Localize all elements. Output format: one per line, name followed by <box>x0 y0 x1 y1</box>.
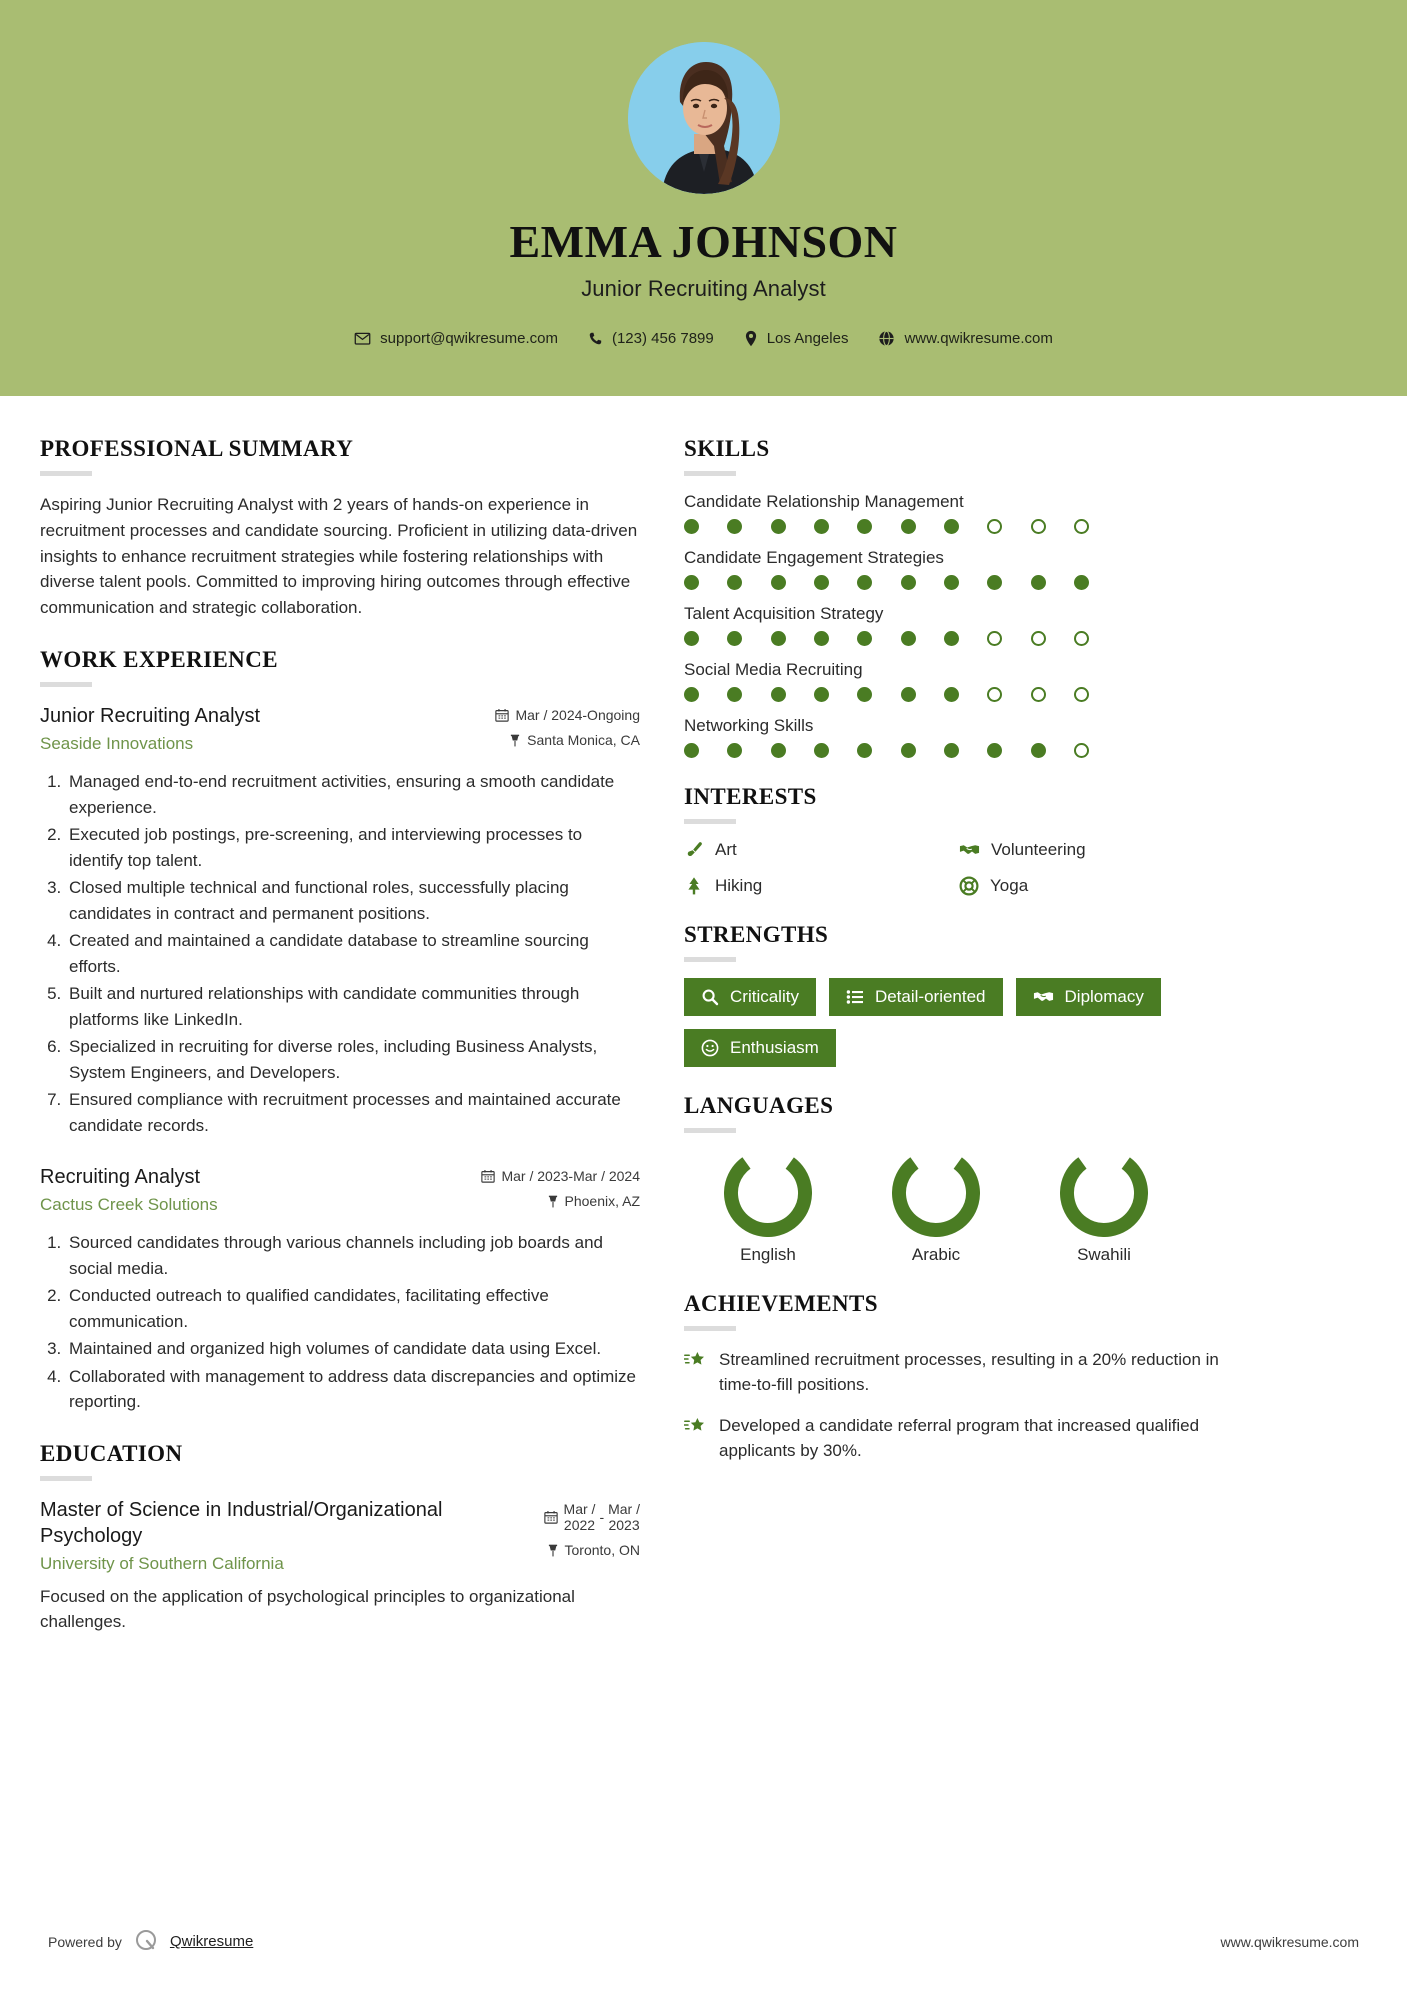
education-date-end-top: Mar / <box>608 1500 640 1517</box>
section-achievements <box>684 1291 1224 1464</box>
work-bullet: 4. Collaborated with management to address data discrepancies and optimize reporting. <box>66 1364 640 1415</box>
section-divider <box>684 957 736 962</box>
work-bullet: 7. Ensured compliance with recruitment processes and maintained accurate candidate records. <box>66 1087 640 1138</box>
skill-item <box>684 604 1224 646</box>
achievement-item <box>684 1413 1224 1463</box>
section-title-languages: LANGUAGES <box>684 1093 834 1118</box>
rating-dot-filled <box>814 743 829 758</box>
work-bullets <box>40 1230 640 1415</box>
skill-item <box>684 548 1224 590</box>
work-organization: Cactus Creek Solutions <box>40 1195 218 1215</box>
section-divider <box>684 1326 736 1331</box>
section-education <box>40 1441 640 1635</box>
rating-dot-filled <box>1074 575 1089 590</box>
work-entry <box>40 1164 640 1415</box>
rating-dot-empty <box>1074 631 1089 646</box>
resume-footer <box>0 1909 1407 1990</box>
skill-name: Talent Acquisition Strategy <box>684 604 884 623</box>
rating-dot-filled <box>857 631 872 646</box>
rating-dot-filled <box>901 575 916 590</box>
education-dates <box>564 1501 640 1533</box>
work-role: Junior Recruiting Analyst <box>40 705 261 728</box>
education-date-end-bottom: 2023 <box>608 1516 640 1533</box>
rating-dot-filled <box>727 687 742 702</box>
section-professional-summary <box>40 436 640 621</box>
languages-row <box>684 1149 1224 1265</box>
rating-dot-filled <box>814 687 829 702</box>
work-bullet: 4. Created and maintained a candidate database to streamline sourcing efforts. <box>66 928 640 979</box>
language-label: Arabic <box>911 1245 961 1264</box>
rating-dot-filled <box>857 743 872 758</box>
education-entry-left <box>40 1497 544 1574</box>
section-divider <box>684 471 736 476</box>
footer-website[interactable]: www.qwikresume.com <box>1220 1933 1359 1950</box>
section-title-work-experience: WORK EXPERIENCE <box>40 647 278 673</box>
education-description: Focused on the application of psychological principles to organizational challenges. <box>40 1586 575 1632</box>
rating-dot-filled <box>944 687 959 702</box>
magnifier-icon <box>701 988 719 1006</box>
footer-brand-link[interactable]: Qwikresume <box>169 1933 254 1950</box>
resume-body <box>0 396 1407 1909</box>
paintbrush-icon <box>684 840 704 860</box>
job-title: Junior Recruiting Analyst <box>581 276 826 302</box>
language-progress-ring <box>1060 1149 1148 1237</box>
work-bullet: 3. Closed multiple technical and functional roles, successfully placing candidates in contract and permanent positions. <box>66 875 640 926</box>
rating-dot-filled <box>771 687 786 702</box>
skill-name: Networking Skills <box>684 716 814 735</box>
section-title-education: EDUCATION <box>40 1440 183 1466</box>
section-divider <box>684 819 736 824</box>
education-location: Toronto, ON <box>564 1541 640 1558</box>
work-entry <box>40 703 640 1138</box>
interests-grid <box>684 840 1224 896</box>
skill-item <box>684 660 1224 702</box>
education-date-start-top: Mar / <box>563 1500 596 1517</box>
section-title-interests: INTERESTS <box>684 784 817 809</box>
contact-phone[interactable] <box>578 330 724 347</box>
language-item <box>852 1149 1020 1265</box>
avatar <box>628 42 780 194</box>
section-languages <box>684 1093 1224 1265</box>
section-title-strengths: STRENGTHS <box>684 922 829 947</box>
handshake-icon <box>959 841 980 859</box>
rating-dot-filled <box>944 631 959 646</box>
rating-dot-filled <box>727 575 742 590</box>
rating-dot-empty <box>1031 519 1046 534</box>
achievement-item <box>684 1347 1224 1397</box>
shooting-star-icon <box>684 1413 706 1436</box>
pin-icon <box>509 733 521 747</box>
work-entry-meta <box>481 1164 640 1218</box>
interest-label: Hiking <box>715 876 763 895</box>
education-entry-head <box>40 1497 640 1574</box>
education-degree: Master of Science in Industrial/Organizational Psychology <box>40 1498 443 1547</box>
education-date-end <box>608 1501 640 1533</box>
section-title-professional-summary: PROFESSIONAL SUMMARY <box>40 436 354 461</box>
section-title-achievements: ACHIEVEMENTS <box>684 1291 878 1316</box>
globe-icon <box>878 330 895 347</box>
strength-label: Criticality <box>730 987 799 1006</box>
education-date-separator: - <box>599 1508 605 1525</box>
achievement-text: Developed a candidate referral program that increased qualified applicants by 30%. <box>719 1416 1200 1461</box>
work-bullet: 2. Conducted outreach to qualified candidates, facilitating effective communication. <box>66 1283 640 1334</box>
strength-chip <box>684 1029 836 1067</box>
work-entry-left <box>40 703 495 754</box>
section-interests <box>684 784 1224 896</box>
work-dates-line <box>495 707 640 723</box>
work-bullet: 3. Maintained and organized high volumes of candidate data using Excel. <box>66 1336 640 1362</box>
education-dates-line <box>544 1501 640 1533</box>
page-title: EMMA JOHNSON <box>509 216 898 267</box>
interest-item <box>684 876 949 896</box>
interest-item <box>684 840 949 860</box>
work-bullet: 2. Executed job postings, pre-screening, and interviewing processes to identify top talent. <box>66 822 640 873</box>
rating-dot-filled <box>901 743 916 758</box>
rating-dot-filled <box>1031 575 1046 590</box>
shooting-star-icon <box>684 1347 706 1370</box>
interest-item <box>959 840 1224 860</box>
contact-location-value: Los Angeles <box>766 330 849 348</box>
rating-dot-filled <box>901 687 916 702</box>
pin-icon <box>547 1194 559 1208</box>
rating-dot-filled <box>771 631 786 646</box>
rating-dot-filled <box>987 575 1002 590</box>
rating-dot-filled <box>944 575 959 590</box>
interest-label: Art <box>715 840 737 859</box>
work-entry-meta <box>495 703 640 757</box>
strength-chip <box>684 978 816 1016</box>
map-pin-icon <box>744 330 758 347</box>
smiley-icon <box>701 1039 719 1057</box>
rating-dot-filled <box>684 631 699 646</box>
skill-rating <box>684 631 1089 646</box>
section-divider <box>684 1128 736 1133</box>
work-bullet: 6. Specialized in recruiting for diverse roles, including Business Analysts, System Engineers, and Developers. <box>66 1034 640 1085</box>
rating-dot-filled <box>727 631 742 646</box>
strength-label: Diplomacy <box>1064 987 1144 1006</box>
rating-dot-filled <box>944 519 959 534</box>
rating-dot-filled <box>771 575 786 590</box>
education-location-line <box>544 1542 640 1558</box>
rating-dot-filled <box>901 631 916 646</box>
skill-rating <box>684 575 1089 590</box>
language-item <box>1020 1149 1188 1265</box>
envelope-icon <box>354 330 371 347</box>
rating-dot-filled <box>857 687 872 702</box>
work-location-line <box>495 732 640 748</box>
strength-chip <box>1016 978 1161 1016</box>
rating-dot-empty <box>1031 687 1046 702</box>
interest-label: Volunteering <box>991 840 1086 859</box>
work-bullet: 1. Managed end-to-end recruitment activities, ensuring a smooth candidate experience. <box>66 769 640 820</box>
language-progress-ring <box>724 1149 812 1237</box>
rating-dot-filled <box>814 575 829 590</box>
rating-dot-filled <box>727 519 742 534</box>
rating-dot-empty <box>1031 631 1046 646</box>
skill-item <box>684 716 1224 758</box>
work-entry-head <box>40 1164 640 1218</box>
handshake-icon <box>1033 988 1054 1006</box>
calendar-icon <box>495 708 509 722</box>
education-date-start-bottom: 2022 <box>563 1516 596 1533</box>
interest-item <box>959 876 1224 896</box>
section-divider <box>40 682 92 687</box>
work-dates: Mar / 2024-Ongoing <box>515 707 640 724</box>
skill-name: Candidate Relationship Management <box>684 492 964 511</box>
rating-dot-filled <box>684 743 699 758</box>
achievement-text: Streamlined recruitment processes, resulting in a 20% reduction in time-to-fill positions. <box>719 1350 1219 1395</box>
calendar-icon <box>544 1510 558 1524</box>
strength-chip <box>829 978 1003 1016</box>
contact-location <box>734 330 859 347</box>
education-institution: University of Southern California <box>40 1553 284 1573</box>
education-entry-meta <box>544 1497 640 1567</box>
contact-email[interactable] <box>344 330 568 347</box>
phone-icon <box>588 331 603 346</box>
education-date-start <box>564 1501 596 1533</box>
work-location-line <box>481 1193 640 1209</box>
calendar-icon <box>481 1169 495 1183</box>
work-bullet: 5. Built and nurtured relationships with candidate communities through platforms like LinkedIn. <box>66 981 640 1032</box>
contact-email-value: support@qwikresume.com <box>380 330 558 348</box>
rating-dot-filled <box>814 631 829 646</box>
language-progress-ring <box>892 1149 980 1237</box>
pin-icon <box>547 1543 559 1557</box>
rating-dot-empty <box>1074 743 1089 758</box>
work-bullet: 1. Sourced candidates through various channels including job boards and social media. <box>66 1230 640 1281</box>
rating-dot-filled <box>857 575 872 590</box>
lifebuoy-icon <box>959 876 979 896</box>
language-item <box>684 1149 852 1265</box>
rating-dot-filled <box>944 743 959 758</box>
strength-label: Detail-oriented <box>874 987 986 1006</box>
skill-name: Candidate Engagement Strategies <box>684 548 944 567</box>
rating-dot-filled <box>727 743 742 758</box>
footer-left <box>48 1927 253 1956</box>
section-divider <box>40 471 92 476</box>
work-location: Phoenix, AZ <box>564 1193 640 1210</box>
work-organization: Seaside Innovations <box>40 734 194 754</box>
strengths-list <box>684 978 1224 1067</box>
contact-row <box>344 330 1063 347</box>
interest-label: Yoga <box>990 876 1029 895</box>
strength-label: Enthusiasm <box>730 1038 819 1057</box>
work-dates: Mar / 2023-Mar / 2024 <box>501 1168 640 1185</box>
right-column <box>684 436 1224 1909</box>
section-skills <box>684 436 1224 758</box>
work-role: Recruiting Analyst <box>40 1166 201 1189</box>
rating-dot-empty <box>987 631 1002 646</box>
work-location: Santa Monica, CA <box>527 732 640 749</box>
rating-dot-empty <box>1074 687 1089 702</box>
rating-dot-empty <box>987 687 1002 702</box>
rating-dot-filled <box>987 743 1002 758</box>
contact-phone-value: (123) 456 7899 <box>611 330 714 348</box>
work-entry-left <box>40 1164 481 1215</box>
rating-dot-filled <box>857 519 872 534</box>
education-entry <box>40 1497 640 1635</box>
rating-dot-filled <box>814 519 829 534</box>
rating-dot-filled <box>684 519 699 534</box>
language-label: English <box>740 1245 796 1264</box>
section-divider <box>40 1476 92 1481</box>
skill-rating <box>684 687 1089 702</box>
rating-dot-filled <box>771 519 786 534</box>
contact-website-value: www.qwikresume.com <box>904 330 1053 348</box>
skill-rating <box>684 743 1089 758</box>
left-column <box>40 436 640 1909</box>
rating-dot-empty <box>987 519 1002 534</box>
work-dates-line <box>481 1168 640 1184</box>
rating-dot-filled <box>771 743 786 758</box>
tree-icon <box>684 876 704 896</box>
rating-dot-filled <box>901 519 916 534</box>
powered-by-label: Powered by <box>48 1933 122 1950</box>
work-entry-head <box>40 703 640 757</box>
contact-website[interactable] <box>868 330 1062 347</box>
qwikresume-logo-icon <box>133 1927 159 1956</box>
rating-dot-filled <box>684 575 699 590</box>
section-strengths <box>684 922 1224 1067</box>
professional-summary-text: Aspiring Junior Recruiting Analyst with 2 years of hands-on experience in recruitment processes and candidate sourcing. Proficient in utilizing data-driven insights to enhance recruitment strategies while fostering relationships with diverse talent pools. Committed to improving hiring outcomes through effective communication and strategic collaboration. <box>40 495 638 618</box>
section-work-experience <box>40 647 640 1415</box>
skill-item <box>684 492 1224 534</box>
section-title-skills: SKILLS <box>684 436 770 461</box>
resume-header <box>0 0 1407 396</box>
work-bullets <box>40 769 640 1138</box>
skill-name: Social Media Recruiting <box>684 660 863 679</box>
language-label: Swahili <box>1077 1245 1131 1264</box>
rating-dot-filled <box>1031 743 1046 758</box>
rating-dot-empty <box>1074 519 1089 534</box>
skill-rating <box>684 519 1089 534</box>
rating-dot-filled <box>684 687 699 702</box>
list-icon <box>846 988 864 1006</box>
